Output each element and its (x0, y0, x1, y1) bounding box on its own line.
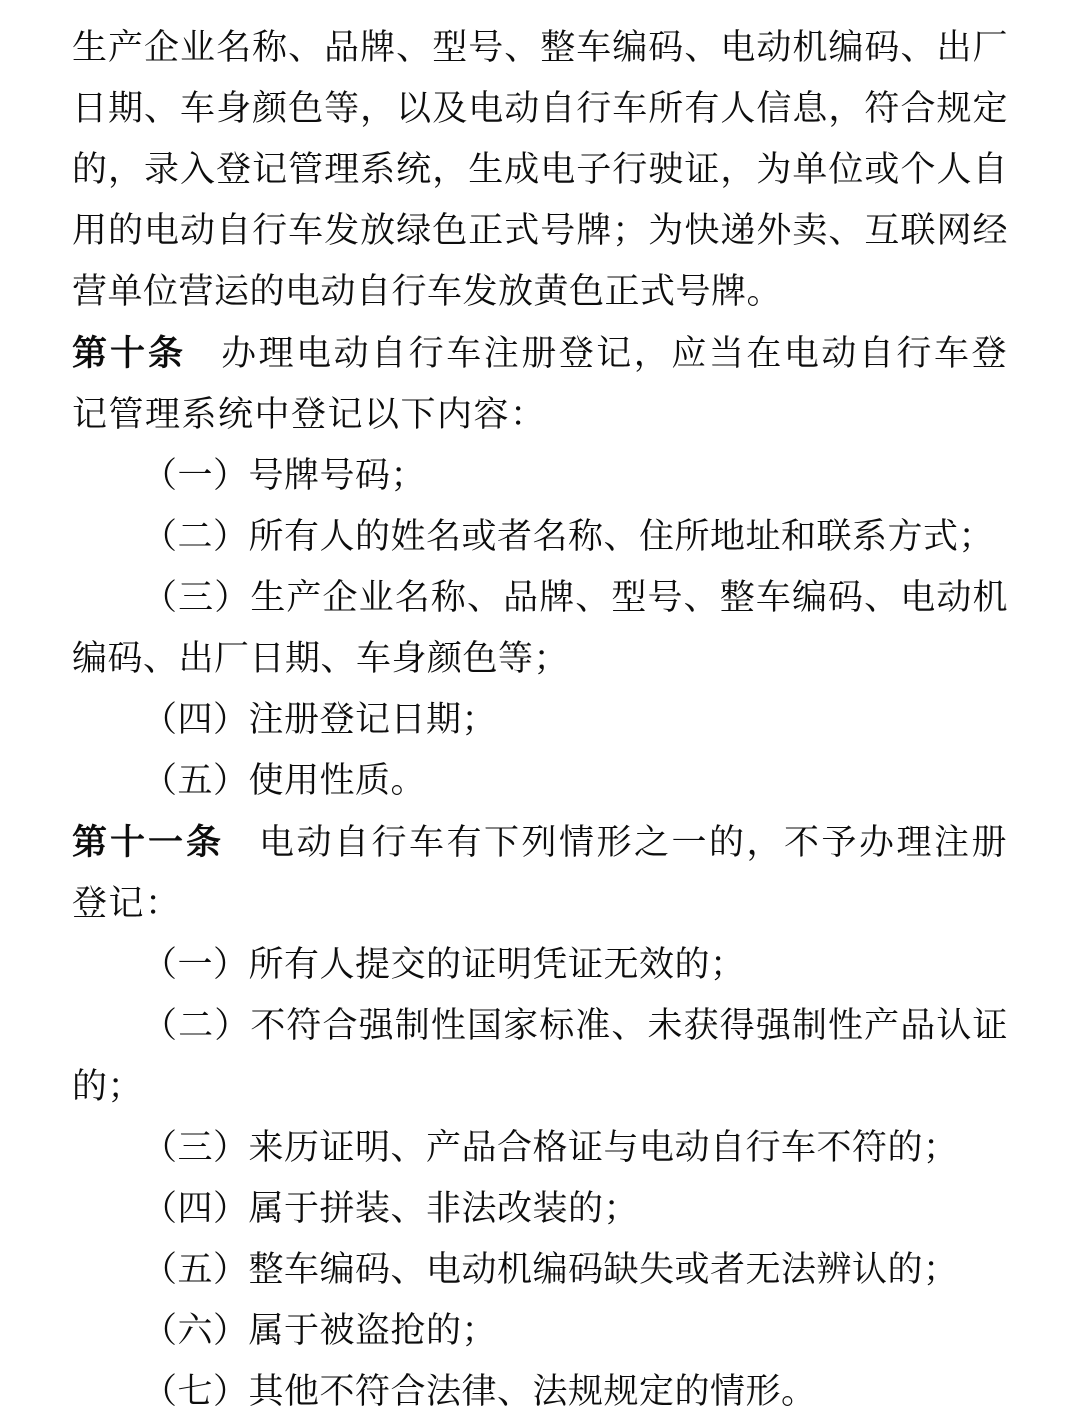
list-item: （二）不符合强制性国家标准、未获得强制性产品认证的； (72, 1006, 1008, 1107)
article-heading-11 (72, 812, 1008, 935)
article-text: 办理电动自行车注册登记，应当在电动自行车登记管理系统中登记以下内容： (72, 334, 1008, 435)
list-item: （七）其他不符合法律、法规规定的情形。 (142, 1372, 817, 1412)
list-item: （四）属于拼装、非法改装的； (142, 1189, 640, 1229)
list-item: （一）号牌号码； (142, 456, 427, 496)
list-item: （六）属于被盗抢的； (142, 1311, 498, 1351)
list-item: （四）注册登记日期； (142, 700, 498, 740)
list-item: （五）整车编码、电动机编码缺失或者无法辨认的； (142, 1250, 959, 1290)
list-item: （三）来历证明、产品合格证与电动自行车不符的； (142, 1128, 959, 1168)
paragraph-continuation: 生产企业名称、品牌、型号、整车编码、电动机编码、出厂日期、车身颜色等，以及电动自行车所有人信息，符合规定的，录入登记管理系统，生成电子行驶证，为单位或个人自用的电动自行车发放绿色正式号牌；为快递外卖、互联网经营单位营运的电动自行车发放黄色正式号牌。 (72, 28, 1008, 312)
article-number: 第十条 (72, 333, 187, 374)
list-item: （三）生产企业名称、品牌、型号、整车编码、电动机编码、出厂日期、车身颜色等； (72, 578, 1008, 679)
article-number: 第十一条 (72, 822, 224, 863)
article-heading-10 (72, 323, 1008, 446)
list-item: （二）所有人的姓名或者名称、住所地址和联系方式； (142, 517, 995, 557)
list-item: （一）所有人提交的证明凭证无效的； (142, 945, 746, 985)
article-text: 电动自行车有下列情形之一的，不予办理注册登记： (72, 823, 1008, 924)
list-item: （五）使用性质。 (142, 761, 427, 801)
